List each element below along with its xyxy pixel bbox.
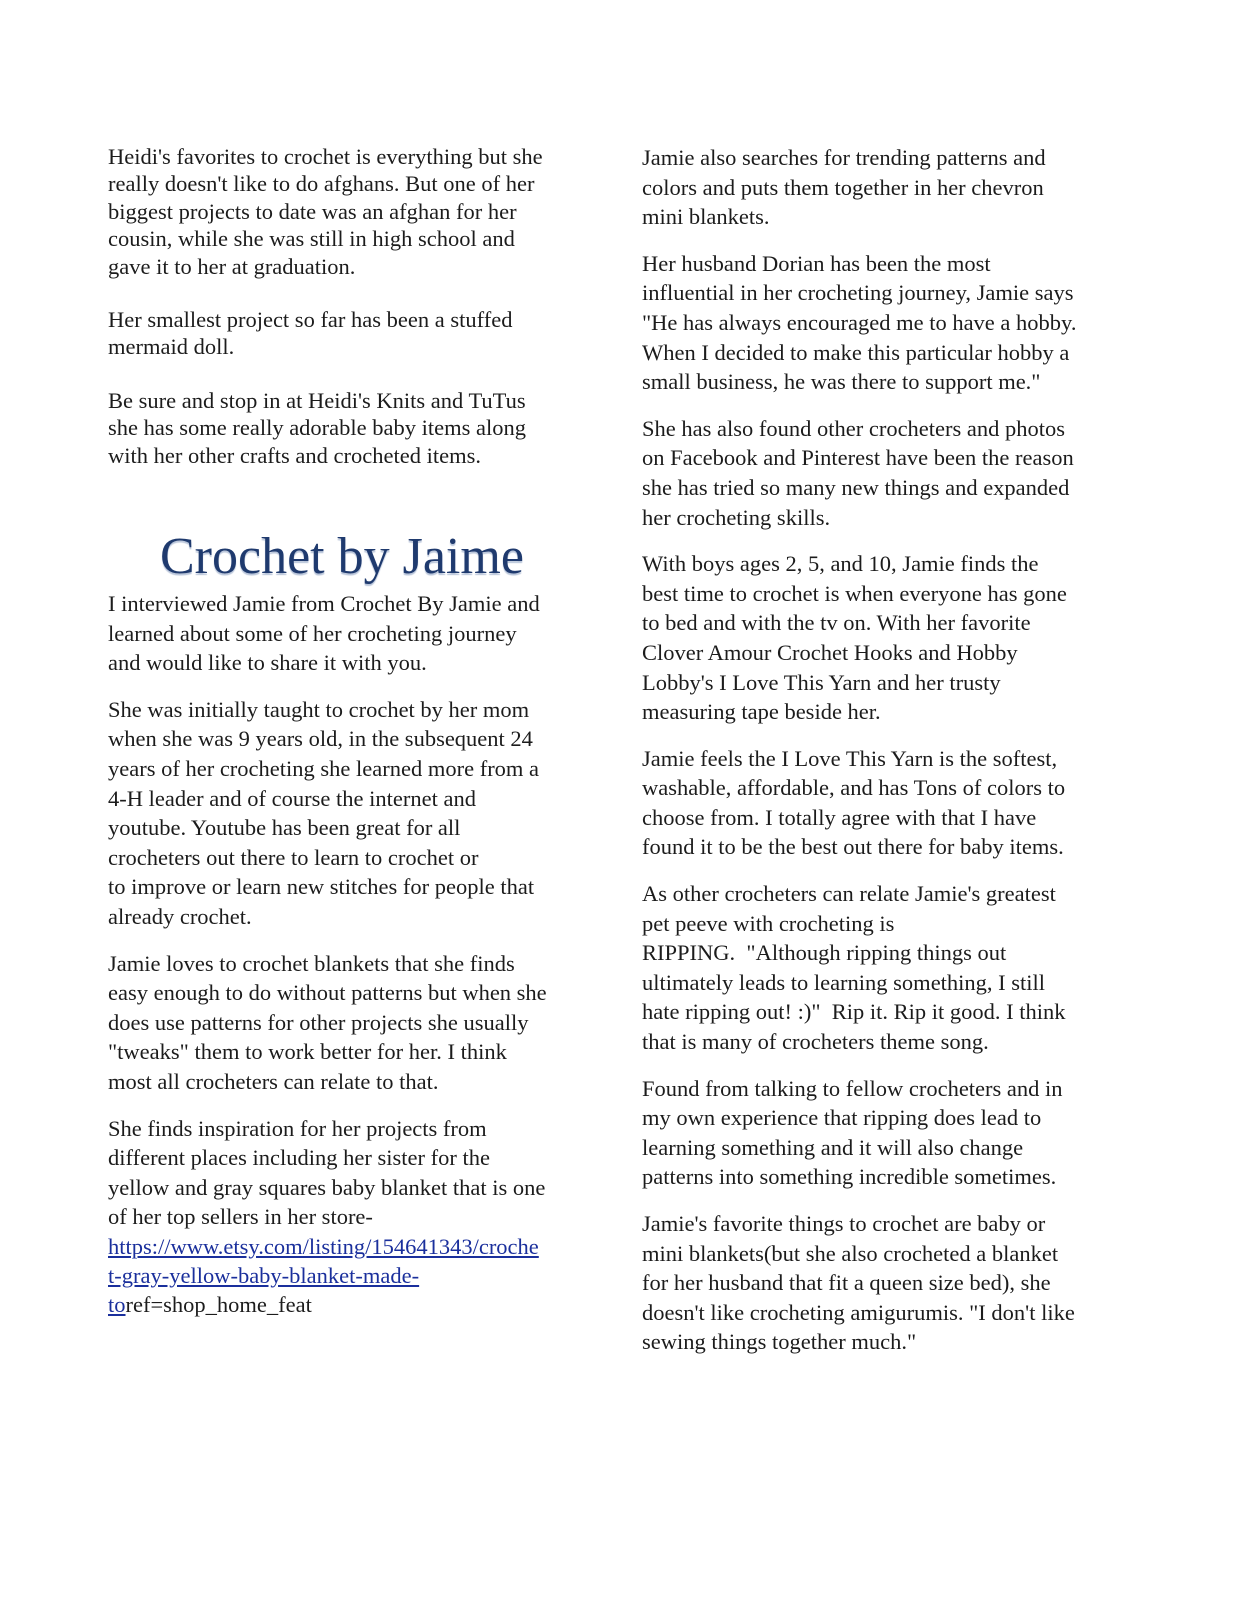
paragraph-facebook-pinterest: She has also found other crocheters and photos on Facebook and Pinterest have been the reason she has tried so many new things and expanded her crocheting skills.	[642, 415, 1074, 530]
etsy-listing-link[interactable]: https://www.etsy.com/listing/154641343/croche t-gray-yellow-baby-blanket-made- to	[108, 1233, 539, 1317]
paragraph-trending-patterns: Jamie also searches for trending patterns and colors and puts them together in her chevron mini blankets.	[642, 145, 1046, 230]
paragraph-interview-intro: I interviewed Jamie from Crochet By Jamie and learned about some of her crocheting journey and would like to share it with you.	[108, 591, 540, 676]
paragraph-loves-blankets: Jamie loves to crochet blankets that she finds easy enough to do without patterns but when she does use patterns for other projects she usually "tweaks" them to work better for her. I think most all crocheters can relate to that.	[108, 950, 547, 1094]
link-trailing-text: ref=shop_home_feat	[125, 1291, 312, 1317]
paragraph-heidi-favorites: Heidi's favorites to crochet is everything but she really doesn't like to do afghans. But one of her biggest projects to date was an afghan for her cousin, while she was still in high school and gave it to her at graduation.	[108, 144, 543, 279]
paragraph-ripping-lesson: Found from talking to fellow crocheters and in my own experience that ripping does lead to learning something and it will also change patterns into something incredible sometimes.	[642, 1075, 1063, 1190]
paragraph-stop-in: Be sure and stop in at Heidi's Knits and TuTus she has some really adorable baby items along with her other crafts and crocheted items.	[108, 387, 526, 468]
paragraph-pet-peeve: As other crocheters can relate Jamie's greatest pet peeve with crocheting is RIPPING. "Although ripping things out ultimately leads to learning something, I still hate ripping out! :)" Rip it. Rip it good. I think that is many of crocheters theme song.	[642, 881, 1066, 1055]
paragraph-inspiration: She finds inspiration for her projects from different places including her sister for the yellow and gray squares baby blanket that is one of her top sellers in her store-	[108, 1115, 546, 1230]
etsy-link-block	[108, 1232, 586, 1319]
left-column	[108, 143, 586, 1319]
section-heading: Crochet by Jaime	[160, 528, 524, 586]
paragraph-boys-ages: With boys ages 2, 5, and 10, Jamie finds the best time to crochet is when everyone has gone to bed and with the tv on. With her favorite Clover Amour Crochet Hooks and Hobby Lobby's I Love This Yarn and her trusty measuring tape beside her.	[642, 551, 1067, 725]
paragraph-smallest-project: Her smallest project so far has been a stuffed mermaid doll.	[108, 307, 513, 360]
paragraph-taught-by-mom: She was initially taught to crochet by her mom when she was 9 years old, in the subsequent 24 years of her crocheting she learned more from a 4-H leader and of course the internet and youtube. Youtube has been great for all crocheters out there to learn to crochet or to improve or learn new stitches for people that already crochet.	[108, 696, 540, 929]
paragraph-yarn-softest: Jamie feels the I Love This Yarn is the softest, washable, affordable, and has Tons of colors to choose from. I totally agree with that I have found it to be the best out there for baby items.	[642, 745, 1066, 860]
paragraph-husband-dorian: Her husband Dorian has been the most influential in her crocheting journey, Jamie says "He has always encouraged me to have a hobby. When I decided to make this particular hobby a small business, he was there to support me."	[642, 250, 1077, 395]
paragraph-favorite-things: Jamie's favorite things to crochet are baby or mini blankets(but she also crocheted a blanket for her husband that fit a queen size bed), she doesn't like crocheting amigurumis. "I don't like sewing things together much."	[642, 1211, 1075, 1355]
right-column	[642, 143, 1117, 1357]
